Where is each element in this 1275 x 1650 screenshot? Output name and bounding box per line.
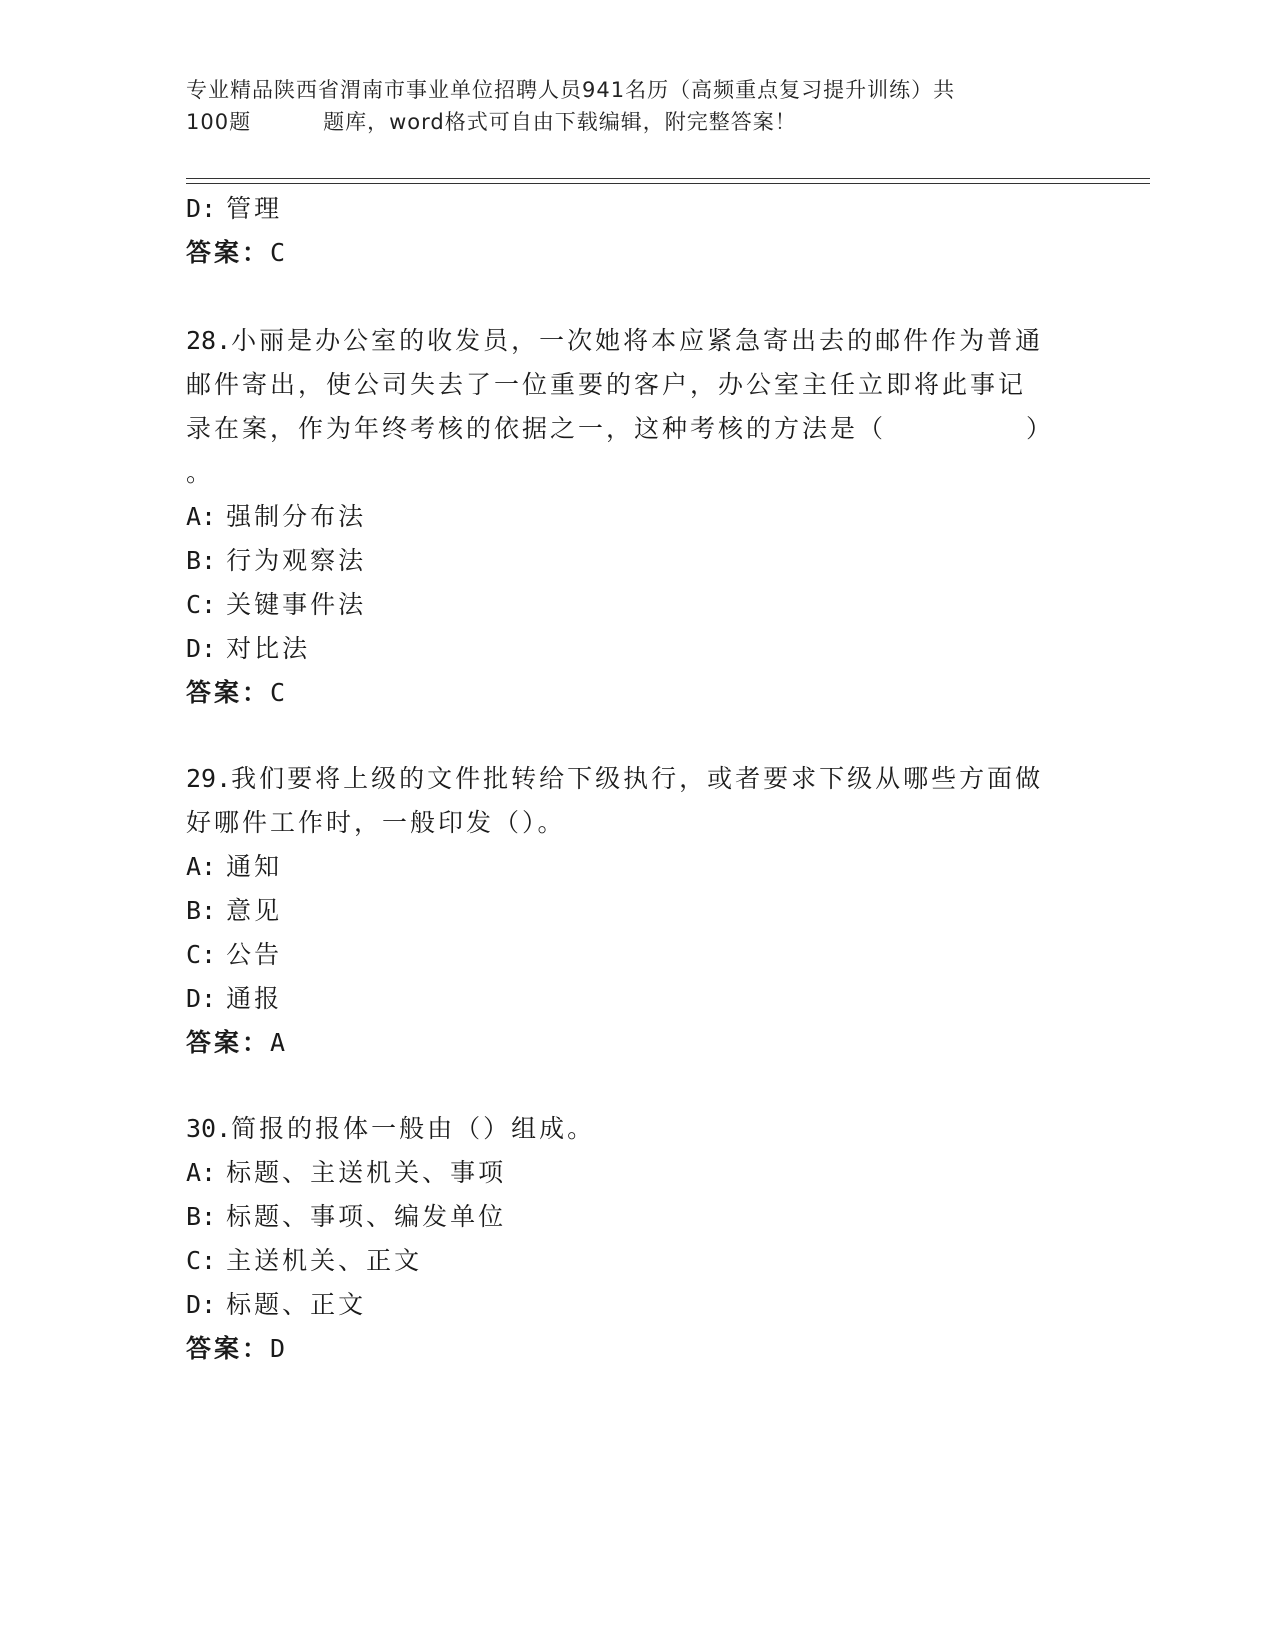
option-letter: B:	[186, 896, 217, 925]
option-text: 强制分布法	[226, 502, 367, 531]
q28-stem-line1	[186, 326, 1043, 356]
q29-option-b	[186, 896, 282, 926]
header-title-line2	[186, 106, 1066, 138]
answer-label: 答案：	[186, 678, 271, 707]
q28-answer	[186, 678, 285, 708]
option-letter: D:	[186, 634, 217, 663]
option-text: 通报	[226, 984, 283, 1013]
option-text: 对比法	[226, 634, 311, 663]
q30-stem-line1	[186, 1114, 595, 1144]
header-divider-bottom	[186, 183, 1150, 184]
q28-option-d	[186, 634, 310, 664]
option-letter: D:	[186, 984, 217, 1013]
option-text: 行为观察法	[226, 546, 367, 575]
header-title-line1: 专业精品陕西省渭南市事业单位招聘人员941名历（高频重点复习提升训练）共	[186, 78, 956, 102]
q28-option-b	[186, 546, 366, 576]
q28-stem-line3: 录在案，作为年终考核的依据之一，这种考核的方法是（ ）	[186, 414, 1055, 443]
answer-value: A	[270, 1028, 286, 1057]
question-stem: 我们要将上级的文件批转给下级执行，或者要求下级从哪些方面做	[231, 764, 1044, 793]
header-description: 题库，word格式可自由下载编辑，附完整答案！	[323, 110, 797, 134]
option-letter: A:	[186, 1158, 217, 1187]
option-text: 标题、正文	[226, 1290, 367, 1319]
option-text: 公告	[226, 940, 283, 969]
q30-answer	[186, 1334, 285, 1364]
answer-label: 答案：	[186, 1028, 271, 1057]
q28-stem-line2: 邮件寄出，使公司失去了一位重要的客户，办公室主任立即将此事记	[186, 370, 1027, 399]
question-number: 28.	[186, 326, 232, 355]
q29-option-c	[186, 940, 282, 970]
header-divider-top	[186, 178, 1150, 179]
option-letter: C:	[186, 940, 217, 969]
option-letter: D:	[186, 194, 217, 223]
option-text: 标题、事项、编发单位	[226, 1202, 507, 1231]
answer-label: 答案：	[186, 238, 271, 267]
q29-option-d	[186, 984, 282, 1014]
option-text: 关键事件法	[226, 590, 367, 619]
q29-answer	[186, 1028, 285, 1058]
q28-stem-line4: 。	[186, 458, 215, 487]
option-letter: D:	[186, 1290, 217, 1319]
q30-option-b	[186, 1202, 506, 1232]
q30-option-a	[186, 1158, 506, 1188]
q30-option-c	[186, 1246, 422, 1276]
q29-stem-line2: 好哪件工作时，一般印发（）。	[186, 808, 566, 837]
option-text: 主送机关、正文	[226, 1246, 423, 1275]
header-question-count: 100题	[186, 110, 252, 134]
option-letter: C:	[186, 1246, 217, 1275]
page-header	[186, 74, 1066, 138]
q29-stem-line1	[186, 764, 1043, 794]
option-letter: C:	[186, 590, 217, 619]
q29-option-a	[186, 852, 282, 882]
answer-value: C	[270, 678, 286, 707]
option-letter: A:	[186, 852, 217, 881]
question-stem: 小丽是办公室的收发员，一次她将本应紧急寄出去的邮件作为普通	[231, 326, 1044, 355]
option-text: 意见	[226, 896, 283, 925]
answer-value: D	[270, 1334, 286, 1363]
prev-answer	[186, 238, 285, 268]
question-stem: 简报的报体一般由（）组成。	[231, 1114, 596, 1143]
q28-option-a	[186, 502, 366, 532]
answer-value: C	[270, 238, 286, 267]
question-number: 30.	[186, 1114, 232, 1143]
answer-label: 答案：	[186, 1334, 271, 1363]
option-text: 标题、主送机关、事项	[226, 1158, 507, 1187]
q28-option-c	[186, 590, 366, 620]
option-text: 管理	[226, 194, 283, 223]
question-number: 29.	[186, 764, 232, 793]
option-text: 通知	[226, 852, 283, 881]
option-letter: A:	[186, 502, 217, 531]
q30-option-d	[186, 1290, 366, 1320]
prev-option-d	[186, 194, 282, 224]
option-letter: B:	[186, 546, 217, 575]
option-letter: B:	[186, 1202, 217, 1231]
